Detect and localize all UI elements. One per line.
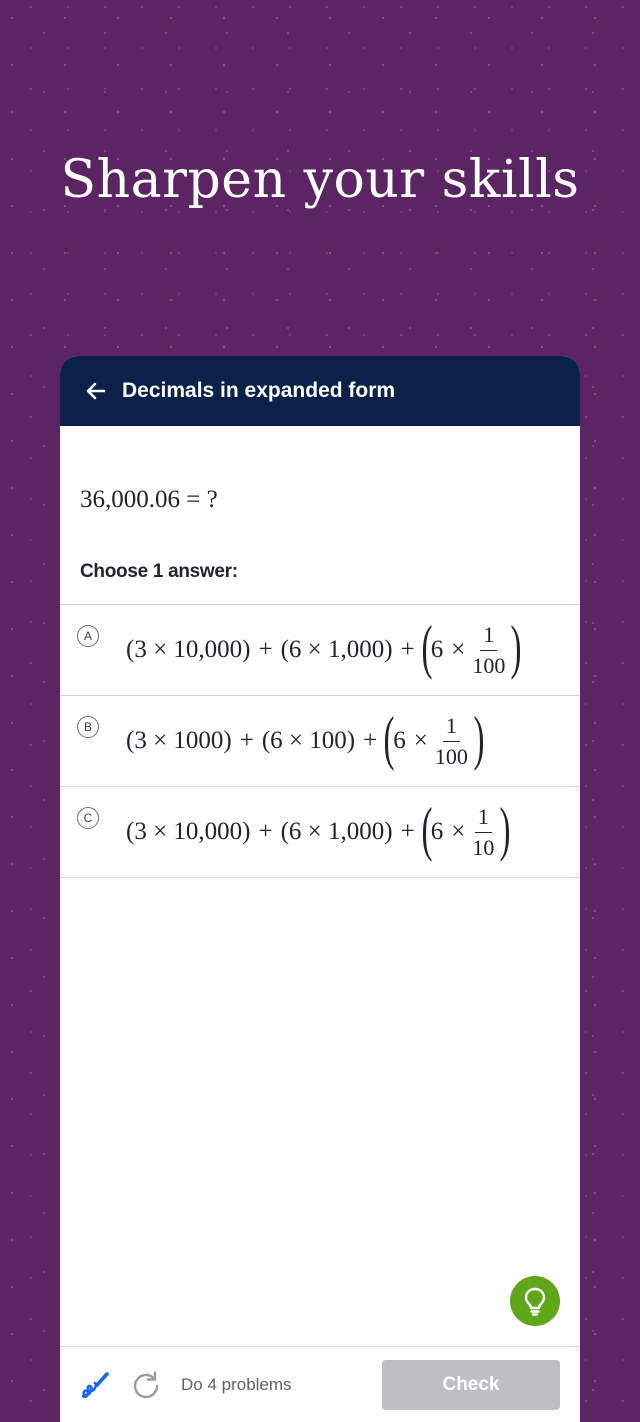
left-paren: ( <box>421 614 433 680</box>
right-paren: ) <box>473 705 485 771</box>
problems-count-text: Do 4 problems <box>181 1375 292 1394</box>
term-2: (6 × 100) <box>261 727 356 754</box>
scratchpad-button[interactable] <box>78 1369 112 1403</box>
fraction <box>469 623 508 676</box>
choice-expression <box>126 696 483 786</box>
check-button[interactable]: Check <box>382 1360 560 1410</box>
question-text: 36,000.06 = ? <box>80 486 218 513</box>
arrow-left-icon <box>84 379 108 403</box>
times-operator: × <box>413 727 428 754</box>
left-paren: ( <box>421 796 433 862</box>
scratchpad-pencil-icon <box>78 1369 112 1403</box>
term-2: (6 × 1,000) <box>280 818 393 845</box>
plus-operator: + <box>258 818 273 845</box>
numerator: 1 <box>480 623 497 650</box>
choice-letter: B <box>77 716 99 738</box>
coefficient: 6 <box>393 727 406 754</box>
plus-operator: + <box>258 636 273 663</box>
hint-button[interactable] <box>510 1276 560 1326</box>
plus-operator: + <box>239 727 254 754</box>
exercise-title: Decimals in expanded form <box>122 379 396 402</box>
plus-operator: + <box>363 727 378 754</box>
plus-operator: + <box>400 636 415 663</box>
page-title: Sharpen your skills <box>60 150 580 210</box>
coefficient: 6 <box>430 636 444 663</box>
term-1: (3 × 1000) <box>126 727 232 754</box>
choose-answer-label: Choose 1 answer: <box>80 561 238 582</box>
choice-b[interactable] <box>60 696 580 787</box>
choice-expression <box>126 787 509 877</box>
coefficient: 6 <box>430 818 444 845</box>
retry-button[interactable] <box>130 1369 162 1401</box>
denominator: 10 <box>472 834 495 860</box>
choice-expression <box>126 605 520 695</box>
answer-choices <box>60 604 580 878</box>
choice-letter: C <box>77 807 99 829</box>
term-1: (3 × 10,000) <box>126 818 251 845</box>
lightbulb-icon <box>522 1286 548 1316</box>
denominator: 100 <box>472 652 506 678</box>
left-paren: ( <box>383 705 395 771</box>
fraction <box>469 805 497 858</box>
right-paren: ) <box>510 614 522 680</box>
plus-operator: + <box>400 818 415 845</box>
numerator: 1 <box>475 805 492 832</box>
times-operator: × <box>451 636 466 663</box>
choice-c[interactable] <box>60 787 580 878</box>
choice-a[interactable] <box>60 605 580 696</box>
back-button[interactable] <box>78 373 114 409</box>
exercise-header <box>60 356 580 426</box>
denominator: 100 <box>434 743 468 769</box>
fraction <box>432 714 471 767</box>
exercise-footer <box>60 1346 580 1422</box>
right-paren: ) <box>499 796 511 862</box>
retry-icon <box>130 1369 162 1401</box>
term-2: (6 × 1,000) <box>280 636 393 663</box>
numerator: 1 <box>443 714 460 741</box>
choice-letter: A <box>77 625 99 647</box>
times-operator: × <box>451 818 466 845</box>
exercise-card <box>60 356 580 1422</box>
term-1: (3 × 10,000) <box>126 636 251 663</box>
